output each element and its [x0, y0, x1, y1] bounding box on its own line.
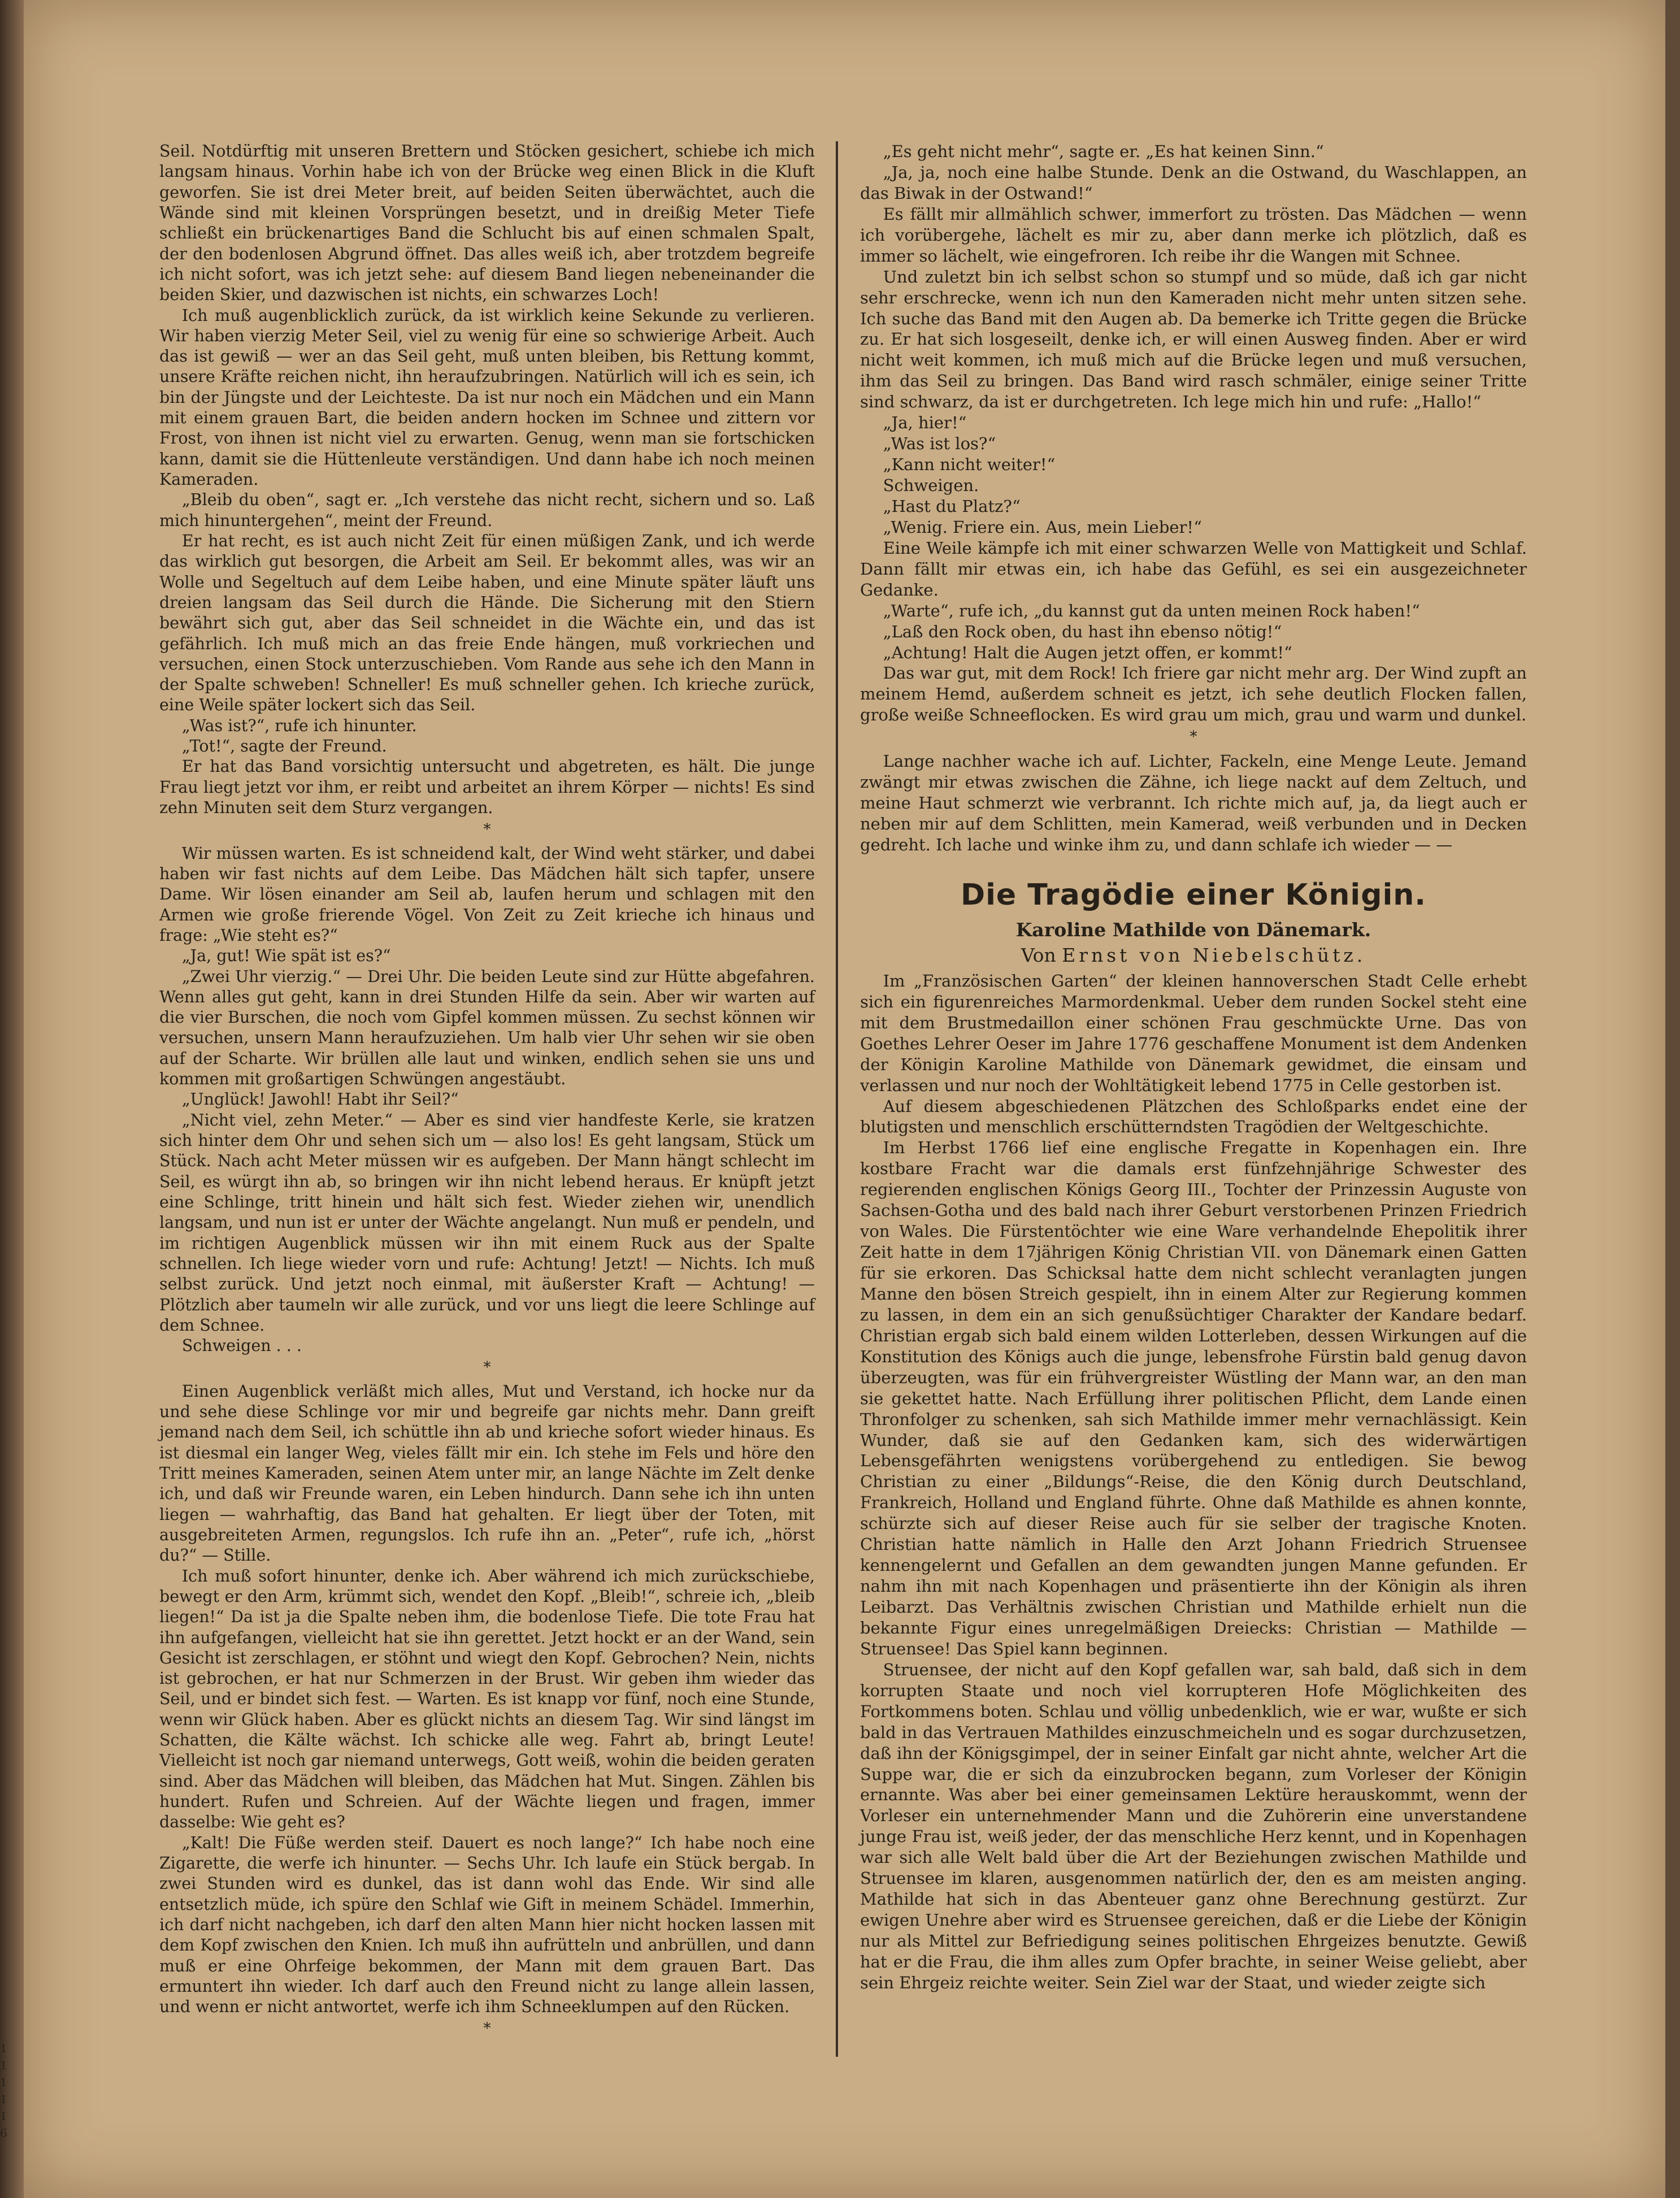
paragraph: „Es geht nicht mehr“, sagte er. „Es hat keinen Sinn.“: [883, 142, 1324, 161]
paragraph: Struensee, der nicht auf den Kopf gefallen war, sah bald, daß sich in dem korrupten Staate und noch viel korrupteren Hofe Möglichkeiten des Fortkommens boten. Schlau und völlig unbedenklich, wie er war, wußte er sich bald in das Vertrauen Mathildes einzuschmeicheln und es sogar durchzusetzen, daß ihn der Königsgimpel, der in seiner Einfalt gar nicht ahnte, welcher Art die Suppe war, die er sich da einzubrocken begann, zum Vorleser der Königin ernannte. Was aber bei einer gemeinsamen Lektüre herauskommt, wenn der Vorleser ein unternehmender Mann und die Zuhörerin eine unverstandene junge Frau ist, weiß jeder, der das menschliche Herz kennt, und in Kopenhagen war sich alle Welt bald über die Art der Beziehungen zwischen Mathilde und Struensee im klaren, ausgenommen natürlich der, den es am meisten anging. Mathilde hat sich in das Abenteuer ganz ohne Berechnung gestürzt. Zur ewigen Unehre aber wird es Struensee gereichen, daß er die Liebe der Königin nur als Mittel zur Befriedigung seines politischen Ehrgeizes benutzte. Gewiß hat er die Frau, die ihm alles zum Opfer brachte, in seiner Weise geliebt, aber sein Ehrgeiz reichte weiter. Sein Ziel war der Staat, und wieder zeigte sich: [860, 1660, 1527, 1992]
margin-mark: 1: [0, 2058, 7, 2072]
paragraph: „Ja, hier!“: [883, 413, 967, 433]
paragraph: „Wenig. Friere ein. Aus, mein Lieber!“: [883, 517, 1202, 537]
paragraph: „Bleib du oben“, sagt er. „Ich verstehe das nicht recht, sichern und so. Laß mich hinuntergehen“, meint der Freund.: [159, 490, 815, 530]
paragraph: Im „Französischen Garten“ der kleinen hannoverschen Stadt Celle erhebt sich ein figurenreiches Marmordenkmal. Ueber dem runden Sockel steht eine mit dem Brustmedaillon einer schönen Frau geschmückte Urne. Das von Goethes Lehrer Oeser im Jahre 1776 geschaffene Monument ist dem Andenken der Königin Karoline Mathilde von Dänemark gewidmet, die einsam und verlassen und nur noch der Wohltätigkeit lebend 1775 in Celle gestorben ist.: [860, 971, 1527, 1095]
paragraph: Ich muß sofort hinunter, denke ich. Aber während ich mich zurückschiebe, bewegt er den Arm, krümmt sich, wendet den Kopf. „Bleib!“, schreie ich, „bleib liegen!“ Da ist ja die Spalte neben ihm, die bodenlose Tiefe. Die tote Frau hat ihn aufgefangen, vielleicht hat sie ihn gerettet. Jetzt hockt er an der Wand, sein Gesicht ist zerschlagen, er stöhnt und wiegt den Kopf. Gebrochen? Nein, nichts ist gebrochen, er hat nur Schmerzen in der Brust. Wir geben ihm wieder das Seil, und er bindet sich fest. — Warten. Es ist knapp vor fünf, noch eine Stunde, wenn wir Glück haben. Aber es glückt nichts an diesem Tag. Wir sind längst im Schatten, die Kälte wächst. Ich schicke alle weg. Fahrt ab, bringt Leute! Vielleicht ist noch gar niemand unterwegs, Gott weiß, wohin die beiden geraten sind. Aber das Mädchen will bleiben, das Mädchen hat Mut. Singen. Zählen bis hundert. Rufen und Schreien. Auf der Wächte liegen und fragen, immer dasselbe: Wie geht es?: [159, 1566, 815, 1832]
paragraph: Es fällt mir allmählich schwer, immerfort zu trösten. Das Mädchen — wenn ich vorübergehe, lächelt es mir zu, aber dann merke ich plötzlich, daß es immer so lächelt, wie eingefroren. Ich reibe ihr die Wangen mit Schnee.: [860, 204, 1527, 266]
paragraph: Seil. Notdürftig mit unseren Brettern und Stöcken gesichert, schiebe ich mich langsam hinaus. Vorhin habe ich von der Brücke weg einen Blick in die Kluft geworfen. Sie ist drei Meter breit, auf beiden Seiten überwächtet, auch die Wände sind mit kleinen Vorsprüngen besetzt, und in dreißig Meter Tiefe schließt ein brückenartiges Band die Schlucht bis auf einen schmalen Spalt, der den bodenlosen Abgrund öffnet. Das alles weiß ich, aber trotzdem begreife ich nicht sofort, was ich jetzt sehe: auf diesem Band liegen nebeneinander die beiden Skier, und dazwischen ist nichts, ein schwarzes Loch!: [159, 142, 815, 305]
paragraph: „Zwei Uhr vierzig.“ — Drei Uhr. Die beiden Leute sind zur Hütte abgefahren. Wenn alles gut geht, kann in drei Stunden Hilfe da sein. Aber wir warten auf die vier Burschen, die noch vom Gipfel kommen müssen. Zu sechst können wir versuchen, unsern Mann heraufzuziehen. Um halb vier Uhr sehen wir sie oben auf der Scharte. Wir brüllen alle laut und winken, endlich sehen sie uns und kommen mit großartigen Schwüngen angestäubt.: [159, 967, 815, 1089]
article-body: [860, 971, 1527, 1993]
paragraph: „Was ist?“, rufe ich hinunter.: [181, 716, 417, 735]
paragraph: „Ja, gut! Wie spät ist es?“: [181, 946, 391, 966]
paragraph: Eine Weile kämpfe ich mit einer schwarzen Welle von Mattigkeit und Schlaf. Dann fällt mir etwas ein, ich habe das Gefühl, es sei ein ausgezeichneter Gedanke.: [860, 538, 1527, 600]
article-title: Die Tragödie einer Königin.: [960, 878, 1427, 912]
paragraph: „Warte“, rufe ich, „du kannst gut da unten meinen Rock haben!“: [883, 601, 1420, 620]
byline-prefix: Von: [1021, 944, 1056, 966]
paragraph: „Hast du Platz?“: [883, 496, 1021, 516]
paragraph: Einen Augenblick verläßt mich alles, Mut und Verstand, ich hocke nur da und sehe diese Schlinge vor mir und begreife gar nichts mehr. Dann greift jemand nach dem Seil, ich schüttle ihn ab und krieche sofort wieder hinaus. Es ist diesmal ein langer Weg, vieles fällt mir ein. Ich stehe im Fels und höre den Tritt meines Kameraden, seinen Atem unter mir, an lange Nächte im Zelt denke ich, und daß wir Freunde waren, ein Leben hindurch. Dann sehe ich ihn unten liegen — wahrhaftig, das Band hat gehalten. Er liegt über der Toten, mit ausgebreiteten Armen, regungslos. Ich rufe ihn an. „Peter“, rufe ich, „hörst du?“ — Stille.: [159, 1382, 815, 1565]
paragraph: Schweigen.: [883, 476, 979, 495]
section-separator: *: [483, 2020, 491, 2038]
margin-marks: [0, 2040, 12, 2141]
margin-mark: 6: [0, 2126, 7, 2140]
margin-mark: 1: [0, 2092, 7, 2106]
paragraph: Das war gut, mit dem Rock! Ich friere gar nicht mehr arg. Der Wind zupft an meinem Hemd, außerdem schneit es jetzt, ich sehe deutlich Flocken fallen, große weiße Schneeflocken. Es wird grau um mich, grau und warm und dunkel.: [860, 663, 1527, 725]
paragraph: Wir müssen warten. Es ist schneidend kalt, der Wind weht stärker, und dabei haben wir fast nichts auf dem Leibe. Das Mädchen hält sich tapfer, unsere Dame. Wir lösen einander am Seil ab, laufen herum und schlagen mit den Armen wie große frierende Vögel. Von Zeit zu Zeit krieche ich hinaus und frage: „Wie steht es?“: [159, 844, 815, 945]
paragraph: „Nicht viel, zehn Meter.“ — Aber es sind vier handfeste Kerle, sie kratzen sich hinter dem Ohr und sehen sich um — also los! Es geht langsam, Stück um Stück. Nach acht Meter müssen wir es aufgeben. Der Mann hängt schlecht im Seil, es würgt ihn ab, so bringen wir ihn nicht lebend heraus. Er knüpft jetzt eine Schlinge, tritt hinein und hält sich fest. Wieder ziehen wir, unendlich langsam, und nun ist er unter der Wächte angelangt. Nun muß er pendeln, und im richtigen Augenblick müssen wir ihn mit einem Ruck aus der Spalte schnellen. Ich liege wieder vorn und rufe: Achtung! Jetzt! — Nichts. Ich muß selbst zurück. Und jetzt noch einmal, mit äußerster Kraft — Achtung! — Plötzlich aber taumeln wir alle zurück, und vor uns liegt die leere Schlinge auf dem Schnee.: [159, 1110, 815, 1335]
newspaper-page: [24, 0, 1665, 2198]
paragraph: „Laß den Rock oben, du hast ihn ebenso nötig!“: [883, 622, 1282, 641]
section-separator: *: [483, 1359, 491, 1376]
paragraph: „Kann nicht weiter!“: [883, 455, 1056, 475]
paragraph: Und zuletzt bin ich selbst schon so stumpf und so müde, daß ich gar nicht sehr erschrecke, wenn ich nun den Kameraden nicht mehr unten sitzen sehe. Ich suche das Band mit den Augen ab. Da bemerke ich Tritte gegen die Brücke zu. Er hat sich losgeseilt, denke ich, er will einen Ausweg finden. Aber er wird nicht weit kommen, ich muß mich auf die Brücke legen und muß versuchen, ihm das Seil zu bringen. Das Band wird rasch schmäler, einige seiner Tritte sind schwarz, da ist er durchgetreten. Ich lege mich hin und rufe: „Hallo!“: [860, 267, 1527, 412]
section-separator: *: [1190, 728, 1197, 746]
paragraph: Lange nachher wache ich auf. Lichter, Fackeln, eine Menge Leute. Jemand zwängt mir etwas zwischen die Zähne, ich liege nackt auf dem Zeltuch, und meine Haut schmerzt wie verbrannt. Ich richte mich auf, ja, da liegt auch er neben mir auf dem Schlitten, mein Kamerad, weiß verbunden und in Decken gedreht. Ich lache und winke ihm zu, und dann schlafe ich wieder — —: [860, 752, 1527, 854]
paragraph: Ich muß augenblicklich zurück, da ist wirklich keine Sekunde zu verlieren. Wir haben vierzig Meter Seil, viel zu wenig für eine so schwierige Arbeit. Auch das ist gewiß — wer an das Seil geht, muß unten bleiben, bis Rettung kommt, unsere Kräfte reichen nicht, ihn heraufzubringen. Natürlich will ich es sein, ich bin der Jüngste und der Leichteste. Da ist nur noch ein Mädchen und ein Mann mit einem grauen Bart, die beiden andern hocken im Schnee und zittern vor Frost, von ihnen ist nicht viel zu erwarten. Genug, wenn man sie fortschicken kann, damit sie die Hüttenleute verständigen. Und dann habe ich noch meinen Kameraden.: [159, 306, 815, 489]
paragraph: „Was ist los?“: [883, 434, 996, 454]
margin-mark: 1: [0, 2041, 7, 2055]
right-column: [860, 141, 1527, 1993]
paragraph: „Achtung! Halt die Augen jetzt offen, er kommt!“: [883, 642, 1292, 662]
paragraph: „Ja, ja, noch eine halbe Stunde. Denk an die Ostwand, du Waschlappen, an das Biwak in der Ostwand!“: [860, 162, 1527, 203]
article-tragoedie: [860, 876, 1527, 1993]
column-divider: [836, 141, 838, 2057]
paragraph: „Kalt! Die Füße werden steif. Dauert es noch lange?“ Ich habe noch eine Zigarette, die werfe ich hinunter. — Sechs Uhr. Ich laufe ein Stück bergab. In zwei Stunden wird es dunkel, das ist dann wohl das Ende. Wir sind alle entsetzlich müde, ich spüre den Schlaf wie Gift in meinem Schädel. Immerhin, ich darf nicht nachgeben, ich darf den alten Mann hier nicht hocken lassen mit dem Kopf zwischen den Knien. Ich muß ihn aufrütteln und anbrüllen, und dann muß er eine Ohrfeige bekommen, der Mann mit dem grauen Bart. Das ermuntert ihn wieder. Ich darf auch den Freund nicht zu lange allein lassen, und wenn er nicht antwortet, werfe ich ihm Schneeklumpen auf den Rücken.: [159, 1833, 815, 2017]
paragraph: Er hat recht, es ist auch nicht Zeit für einen müßigen Zank, und ich werde das wirklich gut besorgen, die Arbeit am Seil. Er bekommt alles, was wir an Wolle und Segeltuch auf dem Leibe haben, und eine Minute später läuft uns dreien langsam das Seil durch die Hände. Die Sicherung mit den Stiern bewährt sich gut, aber das Seil schneidet in die Wächte ein, und das ist gefährlich. Ich muß mich an das freie Ende hängen, muß vorkriechen und versuchen, einen Stock unterzuschieben. Vom Rande aus sehe ich den Mann in der Spalte schweben! Schneller! Es muß schneller gehen. Ich krieche zurück, eine Weile später lockert sich das Seil.: [159, 531, 815, 715]
paragraph: Er hat das Band vorsichtig untersucht und abgetreten, es hält. Die junge Frau liegt jetzt vor ihm, er reibt und arbeitet an ihrem Körper — nichts! Es sind zehn Minuten seit dem Sturz vergangen.: [159, 757, 815, 817]
paragraph: Im Herbst 1766 lief eine englische Fregatte in Kopenhagen ein. Ihre kostbare Fracht war die damals erst fünfzehnjährige Schwester des regierenden englischen Königs Georg III., Tochter der Prinzessin Auguste von Sachsen-Gotha und des bald nach ihrer Geburt verstorbenen Prinzen Friedrich von Wales. Die Fürstentöchter wie eine Ware verhandelnde Ehepolitik ihrer Zeit hatte in dem 17jährigen König Christian VII. von Dänemark einen Gatten für sie erkoren. Das Schicksal hatte dem nicht schlecht veranlagten jungen Manne den bösen Streich gespielt, ihn in einem Alter zur Regierung kommen zu lassen, in dem ein an sich genußsüchtiger Charakter der Kandare bedarf. Christian ergab sich bald einem wilden Lotterleben, dessen Wirkungen auf die Konstitution des Königs auch die junge, lebensfrohe Fürstin bald genug davon überzeugten, was für ein frühvergreister Wüstling der Mann war, an den man sie gekettet hatte. Nach Erfüllung ihrer politischen Pflicht, dem Lande einen Thronfolger zu schenken, sah sich Mathilde immer mehr vernachlässigt. Kein Wunder, daß sie auf den Gedanken kam, sich des widerwärtigen Lebensgefährten wenigstens vorübergehend zu entledigen. Sie bewog Christian zu einer „Bildungs“-Reise, die den König durch Deutschland, Frankreich, Holland und England führte. Ohne daß Mathilde es ahnen konnte, schürzte sich auf dieser Reise auch für sie selber der tragische Knoten. Christian hatte nämlich in Halle den Arzt Johann Friedrich Struensee kennengelernt und Gefallen an dem gewandten jungen Manne gefunden. Er nahm ihn mit nach Kopenhagen und präsentierte ihn der Königin als ihren Leibarzt. Das Verhältnis zwischen Christian und Mathilde erhielt nun die bekannte Figur eines unregelmäßigen Dreiecks: Christian — Mathilde — Struensee! Das Spiel kann beginnen.: [860, 1138, 1527, 1658]
article-byline: [860, 942, 1527, 968]
paragraph: Schweigen . . .: [181, 1336, 302, 1356]
book-binding-gutter: [0, 0, 24, 2198]
paragraph: „Tot!“, sagte der Freund.: [181, 737, 387, 756]
margin-mark: 1: [0, 2075, 7, 2089]
article-subtitle: Karoline Mathilde von Dänemark.: [1015, 918, 1371, 941]
paragraph: Auf diesem abgeschiedenen Plätzchen des Schloßparks endet eine der blutigsten und menschlich erschütterndsten Tragödien der Weltgeschichte.: [860, 1096, 1527, 1137]
section-separator: *: [483, 821, 491, 839]
margin-mark: 1: [0, 2109, 7, 2123]
byline-author: Ernst von Niebelschütz.: [1062, 944, 1366, 966]
story-continuation: [860, 141, 1527, 855]
paragraph: „Unglück! Jawohl! Habt ihr Seil?“: [181, 1090, 459, 1109]
left-column: [159, 141, 815, 2043]
